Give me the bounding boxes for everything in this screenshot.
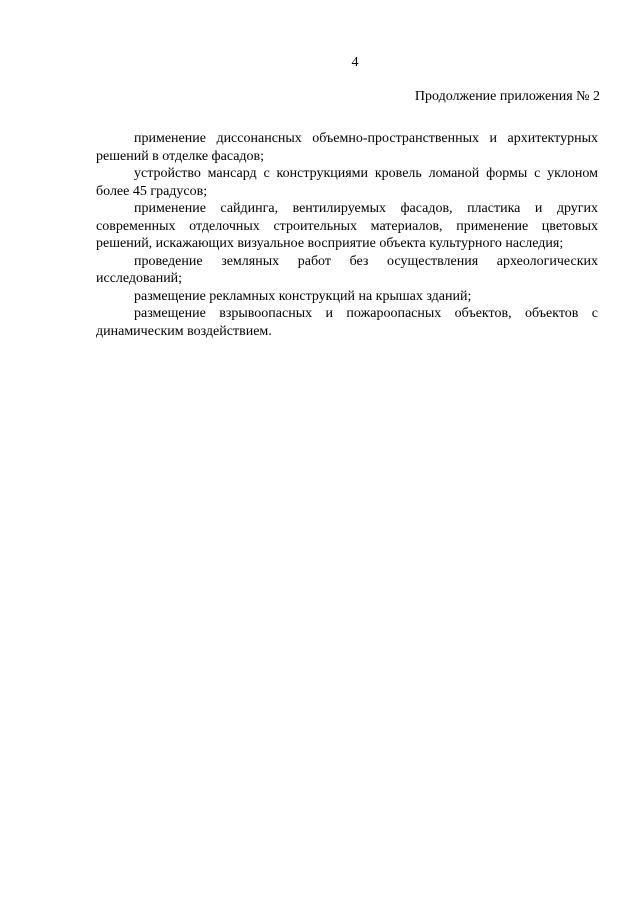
restrictions-list [96, 130, 598, 340]
list-item: применение диссонансных объемно-пространственных и архитектурных решений в отделке фасадов; [96, 131, 598, 164]
list-item: устройство мансард с конструкциями кровель ломаной формы с уклоном более 45 градусов; [96, 166, 598, 199]
appendix-continuation-label: Продолжение приложения № 2 [414, 89, 600, 104]
list-item: проведение земляных работ без осуществления археологических исследований; [96, 253, 598, 286]
list-item: размещение взрывоопасных и пожароопасных объектов, объектов с динамическим воздействием. [96, 306, 598, 339]
page-number: 4 [351, 55, 359, 70]
list-item: применение сайдинга, вентилируемых фасадов, пластика и других современных отделочных строительных материалов, применение цветовых решений, искажающих визуальное восприятие объекта культурного наследия; [96, 201, 598, 251]
list-item: размещение рекламных конструкций на крышах зданий; [134, 288, 472, 304]
